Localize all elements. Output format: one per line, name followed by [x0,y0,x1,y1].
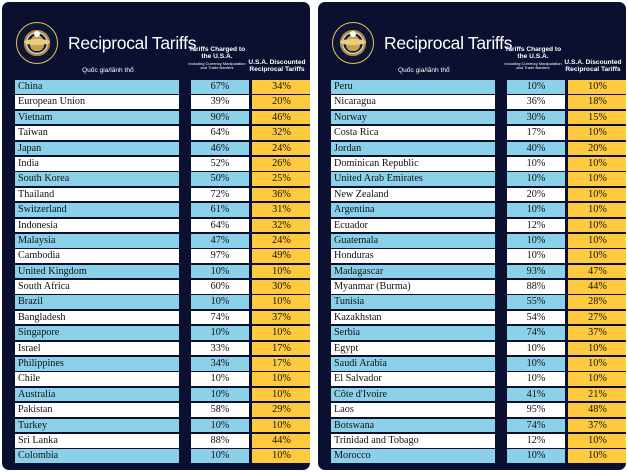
country-cell: Honduras [331,249,495,263]
discount-rate-cell: 10% [568,249,626,263]
discount-rate-cell: 46% [252,111,310,125]
country-cell: Dominican Republic [331,157,495,171]
charged-rate-cell: 10% [191,449,249,463]
country-cell: Sri Lanka [15,434,179,448]
charged-rate-cell: 90% [191,111,249,125]
charged-column-header: Tariffs Charged to the U.S.A. Including Currency Manipulation and Trade Barriers [188,46,246,71]
discount-rate-cell: 10% [252,388,310,402]
country-cell: European Union [15,95,179,109]
country-column-label: Quốc gia/lãnh thổ [82,67,134,74]
charged-rate-cell: 10% [191,295,249,309]
charged-rate-cell: 60% [191,280,249,294]
country-cell: Peru [331,80,495,94]
country-cell: Indonesia [15,219,179,233]
country-cell: Brazil [15,295,179,309]
charged-rate-cell: 10% [507,449,565,463]
charged-rate-cell: 10% [507,249,565,263]
country-cell: India [15,157,179,171]
discount-rate-cell: 30% [252,280,310,294]
charged-column-note: Including Currency Manipulation and Trade Barriers [504,60,562,71]
charged-rate-cell: 55% [507,295,565,309]
charged-rate-cell: 10% [507,342,565,356]
presidential-seal-icon [16,22,58,64]
charged-rate-cell: 50% [191,172,249,186]
country-cell: Thailand [15,188,179,202]
discount-rate-cell: 10% [568,126,626,140]
discount-rate-cell: 31% [252,203,310,217]
country-cell: Serbia [331,326,495,340]
charged-rate-cell: 74% [507,419,565,433]
charged-rate-cell: 36% [507,95,565,109]
charged-rate-cell: 72% [191,188,249,202]
country-cell: Colombia [15,449,179,463]
discount-rate-cell: 32% [252,219,310,233]
charged-rate-cell: 17% [507,126,565,140]
country-cell: Myanmar (Burma) [331,280,495,294]
country-cell: Côte d'Ivoire [331,388,495,402]
country-cell: Guatemala [331,234,495,248]
charged-rate-cell: 10% [507,157,565,171]
discount-rate-cell: 37% [252,311,310,325]
discount-rate-cell: 10% [252,419,310,433]
charged-column-note: Including Currency Manipulation and Trade Barriers [188,60,246,71]
discount-rate-cell: 10% [568,203,626,217]
discount-rate-cell: 10% [568,188,626,202]
charged-rate-cell: 46% [191,142,249,156]
discount-rate-cell: 10% [568,449,626,463]
discount-rate-cell: 25% [252,172,310,186]
charged-rate-cell: 10% [191,326,249,340]
discount-rate-cell: 24% [252,234,310,248]
charged-rate-cell: 10% [191,419,249,433]
country-cell: Costa Rica [331,126,495,140]
country-cell: Vietnam [15,111,179,125]
charged-rate-cell: 67% [191,80,249,94]
discount-rate-cell: 24% [252,142,310,156]
charged-rate-cell: 52% [191,157,249,171]
country-cell: El Salvador [331,372,495,386]
discount-rate-cell: 10% [568,434,626,448]
tariff-table-panel [2,2,310,470]
charged-rate-cell: 64% [191,126,249,140]
charged-rate-cell: 54% [507,311,565,325]
charged-rate-cell: 61% [191,203,249,217]
charged-rate-cell: 33% [191,342,249,356]
discount-rate-cell: 28% [568,295,626,309]
discount-rate-cell: 47% [568,265,626,279]
discount-column-header: U.S.A. Discounted Reciprocal Tariffs [564,59,622,73]
country-cell: Israel [15,342,179,356]
charged-rate-cell: 64% [191,219,249,233]
country-cell: Philippines [15,357,179,371]
country-cell: Pakistan [15,403,179,417]
country-cell: Malaysia [15,234,179,248]
discount-rate-cell: 36% [252,188,310,202]
discount-rate-cell: 21% [568,388,626,402]
charged-column-header: Tariffs Charged to the U.S.A. Including Currency Manipulation and Trade Barriers [504,46,562,71]
country-cell: Kazakhstan [331,311,495,325]
discount-rate-cell: 10% [568,342,626,356]
tariff-table-panel [318,2,626,470]
discount-rate-cell: 10% [252,372,310,386]
charged-rate-cell: 10% [191,265,249,279]
discount-rate-cell: 10% [568,372,626,386]
charged-rate-cell: 10% [191,372,249,386]
discount-column-header: U.S.A. Discounted Reciprocal Tariffs [248,59,306,73]
discount-rate-cell: 48% [568,403,626,417]
country-cell: Japan [15,142,179,156]
discount-rate-cell: 44% [252,434,310,448]
discount-rate-cell: 10% [252,326,310,340]
charged-rate-cell: 30% [507,111,565,125]
charged-rate-cell: 41% [507,388,565,402]
country-cell: Botswana [331,419,495,433]
charged-rate-cell: 39% [191,95,249,109]
country-cell: United Kingdom [15,265,179,279]
discount-rate-cell: 15% [568,111,626,125]
country-cell: South Africa [15,280,179,294]
discount-rate-cell: 44% [568,280,626,294]
charged-rate-cell: 74% [507,326,565,340]
country-cell: China [15,80,179,94]
charged-rate-cell: 10% [191,388,249,402]
discount-rate-cell: 10% [252,265,310,279]
country-cell: Australia [15,388,179,402]
discount-rate-cell: 10% [568,234,626,248]
panel-title: Reciprocal Tariffs [68,33,197,53]
country-cell: New Zealand [331,188,495,202]
discount-rate-cell: 10% [568,157,626,171]
charged-rate-cell: 12% [507,219,565,233]
discount-rate-cell: 10% [568,80,626,94]
country-cell: Egypt [331,342,495,356]
charged-rate-cell: 47% [191,234,249,248]
discount-rate-cell: 20% [568,142,626,156]
country-cell: Saudi Arabia [331,357,495,371]
country-cell: Bangladesh [15,311,179,325]
discount-rate-cell: 49% [252,249,310,263]
presidential-seal-icon [332,22,374,64]
charged-rate-cell: 58% [191,403,249,417]
discount-rate-cell: 32% [252,126,310,140]
charged-rate-cell: 10% [507,203,565,217]
charged-rate-cell: 88% [507,280,565,294]
country-cell: Ecuador [331,219,495,233]
country-cell: Argentina [331,203,495,217]
country-cell: Laos [331,403,495,417]
country-cell: Taiwan [15,126,179,140]
charged-rate-cell: 95% [507,403,565,417]
discount-rate-cell: 10% [568,357,626,371]
discount-rate-cell: 10% [568,172,626,186]
charged-rate-cell: 20% [507,188,565,202]
charged-rate-cell: 40% [507,142,565,156]
discount-rate-cell: 27% [568,311,626,325]
country-column-label: Quốc gia/lãnh thổ [398,67,450,74]
discount-rate-cell: 26% [252,157,310,171]
discount-rate-cell: 34% [252,80,310,94]
country-cell: Tunisia [331,295,495,309]
charged-rate-cell: 97% [191,249,249,263]
charged-rate-cell: 10% [507,172,565,186]
charged-rate-cell: 93% [507,265,565,279]
panel-title: Reciprocal Tariffs [384,33,513,53]
country-cell: Norway [331,111,495,125]
country-cell: Chile [15,372,179,386]
discount-rate-cell: 37% [568,419,626,433]
discount-rate-cell: 10% [252,449,310,463]
discount-rate-cell: 17% [252,357,310,371]
discount-rate-cell: 10% [568,219,626,233]
discount-rate-cell: 20% [252,95,310,109]
country-cell: Jordan [331,142,495,156]
charged-rate-cell: 88% [191,434,249,448]
country-cell: Nicaragua [331,95,495,109]
country-cell: United Arab Emirates [331,172,495,186]
country-cell: South Korea [15,172,179,186]
country-cell: Cambodia [15,249,179,263]
charged-rate-cell: 10% [507,80,565,94]
discount-rate-cell: 10% [252,295,310,309]
country-cell: Madagascar [331,265,495,279]
charged-rate-cell: 12% [507,434,565,448]
discount-rate-cell: 17% [252,342,310,356]
charged-rate-cell: 10% [507,234,565,248]
discount-rate-cell: 18% [568,95,626,109]
charged-rate-cell: 10% [507,357,565,371]
discount-rate-cell: 29% [252,403,310,417]
charged-rate-cell: 34% [191,357,249,371]
country-cell: Turkey [15,419,179,433]
charged-rate-cell: 10% [507,372,565,386]
country-cell: Switzerland [15,203,179,217]
country-cell: Singapore [15,326,179,340]
charged-rate-cell: 74% [191,311,249,325]
country-cell: Morocco [331,449,495,463]
discount-rate-cell: 37% [568,326,626,340]
country-cell: Trinidad and Tobago [331,434,495,448]
